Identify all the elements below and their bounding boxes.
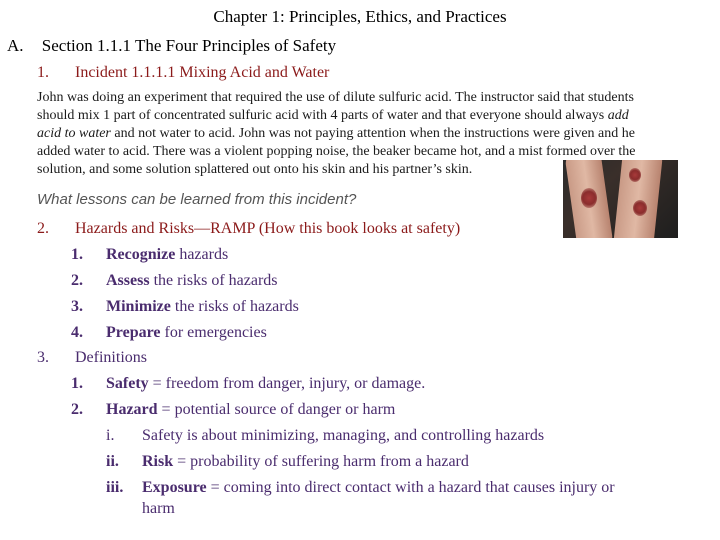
burned-forearms-photo [563,160,678,238]
incident-question: What lessons can be learned from this incident? [37,191,357,208]
burn-mark [633,200,647,216]
ramp-heading [37,220,461,238]
definition-subitem-continued: harm [142,500,175,517]
page-title: Chapter 1: Principles, Ethics, and Practices [213,7,507,26]
definition-item: 2. Hazard = potential source of danger or harm [71,401,396,418]
ramp-item: 4. Prepare for emergencies [71,324,267,341]
burn-mark [629,168,641,182]
burn-mark [581,188,597,208]
paragraph-line: solution, and some solution splattered out onto his skin and his partner’s skin. [37,162,473,177]
ramp-item: 2. Assess the risks of hazards [71,272,278,289]
definition-subitem: i. Safety is about minimizing, managing, and controlling hazards [106,427,545,444]
definition-item: 1. Safety = freedom from danger, injury, or damage. [71,375,426,392]
incident-num: 1. [37,64,49,81]
paragraph-line: should mix 1 part of concentrated sulfuric acid with 4 parts of water and that everyone should always add [37,108,629,123]
definitions-title: Definitions [75,349,147,366]
definition-subitem: iii. Exposure = coming into direct contact with a hazard that causes injury or [106,479,615,496]
definitions-num: 3. [37,349,49,366]
ramp-item: 3. Minimize the risks of hazards [71,298,299,315]
definitions-heading [37,349,147,367]
ramp-num: 2. [37,220,49,237]
definition-subitem: ii. Risk = probability of suffering harm from a hazard [106,453,469,470]
incident-heading [37,64,330,82]
ramp-item: 1. Recognize hazards [71,246,229,263]
section-letter: A. [7,36,24,55]
paragraph-line: acid to water and not water to acid. John was not paying attention when the instructions were given and he [37,126,635,141]
incident-title: Incident 1.1.1.1 Mixing Acid and Water [75,64,330,81]
section-heading [7,36,336,56]
paragraph-line: John was doing an experiment that required the use of dilute sulfuric acid. The instructor said that students [37,90,634,105]
paragraph-line: added water to acid. There was a violent popping noise, the beaker became hot, and a mist formed over the [37,144,636,159]
ramp-title: Hazards and Risks—RAMP (How this book looks at safety) [75,220,461,237]
section-text: Section 1.1.1 The Four Principles of Safety [41,36,337,55]
